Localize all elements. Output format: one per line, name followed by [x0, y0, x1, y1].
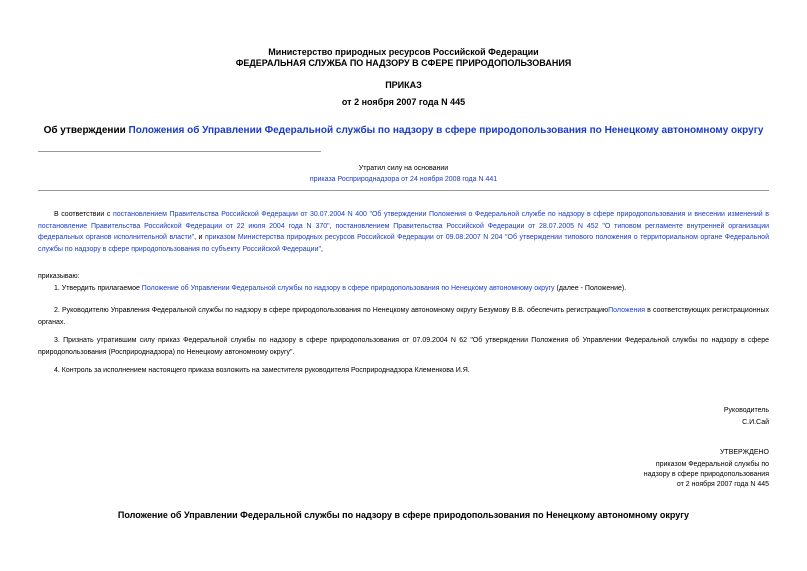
- document-type: ПРИКАЗ: [385, 80, 422, 90]
- status-note: Утратил силу на основании: [358, 165, 449, 172]
- order-word: приказываю:: [38, 273, 80, 280]
- preamble-text-1: В соответствии с: [54, 211, 113, 218]
- preamble-text-2: ,: [329, 222, 336, 230]
- item-1-pre: 1. Утвердить прилагаемое: [54, 285, 142, 292]
- item-2-post: в соответствующих регистрационных органах.: [38, 307, 770, 326]
- signature-name: С.И.Сай: [742, 419, 769, 426]
- approval-line-1: приказом Федеральной службы по: [655, 461, 769, 468]
- preamble-text-3: , и: [194, 234, 205, 242]
- approval-line-3: от 2 ноября 2007 года N 445: [676, 481, 769, 488]
- item-1-post: (далее - Положение).: [554, 285, 627, 292]
- status-link-wrap: [0, 174, 807, 185]
- document-title: [0, 125, 807, 136]
- decree-452-link[interactable]: постановлением Правительства Российской Федерации от 28.07.2005 N 452 "О типовом регламенте внутренней организации федеральных органов исполнительной власти": [38, 222, 770, 242]
- status-link[interactable]: приказа Росприроднадзора от 24 ноября 2008 года N 441: [309, 176, 498, 183]
- ministry-name: Министерство природных ресурсов Российской Федерации: [268, 47, 539, 57]
- preamble-paragraph: [38, 209, 769, 255]
- item-1: [38, 283, 769, 295]
- item-2: [38, 305, 769, 328]
- regulation-link[interactable]: Положение об Управлении Федеральной службы по надзору в сфере природопользования по Ненецкому автономному округу: [141, 285, 555, 292]
- item-4: 4. Контроль за исполнением настоящего приказа возложить на заместителя руководителя Росприроднадзора Клеменкова И.Я.: [54, 367, 470, 374]
- regulation-title: Положение об Управлении Федеральной службы по надзору в сфере природопользования по Ненецкому автономному округу: [117, 510, 690, 520]
- separator-long: [38, 190, 769, 191]
- decree-400-link[interactable]: постановлением Правительства Российской Федерации от 30.07.2004 N 400 "Об утверждении Положения о Федеральной службе по надзору в сфере природопользования и внесении изменений в постановление Правительства Российской Федерации от 22 июля 2004 года N 370": [38, 211, 769, 230]
- title-prefix: Об утверждении: [43, 125, 129, 136]
- signature-position: Руководитель: [723, 407, 769, 414]
- item-3: 3. Признать утратившим силу приказ Федеральной службы по надзору в сфере природопользования от 07.09.2004 N 62 "Об утверждении Положения об Управлении Федеральной службы по надзору в сфере природопользования (Росприроднадзора) по Ненецкому автономному округу".: [38, 337, 769, 356]
- order-204-link[interactable]: приказом Министерства природных ресурсов Российской Федерации от 09.08.2007 N 204 "Об утверждении типового положения о территориальном органе Федеральной службы по надзору в сфере природопользования по субъекту Российской Федерации": [38, 234, 769, 253]
- document-date-number: от 2 ноября 2007 года N 445: [341, 97, 466, 107]
- title-link[interactable]: Положения об Управлении Федеральной службы по надзору в сфере природопользования по Ненецкому автономному округу: [128, 125, 764, 136]
- item-2-pre: 2. Руководителю Управления Федеральной службы по надзору в сфере природопользования по Ненецкому автономному округу Безумову В.В. обеспечить регистрацию: [54, 307, 609, 314]
- approval-line-2: надзору в сфере природопользования: [643, 471, 769, 478]
- service-name: ФЕДЕРАЛЬНАЯ СЛУЖБА ПО НАДЗОРУ В СФЕРЕ ПРИРОДОПОЛЬЗОВАНИЯ: [235, 58, 572, 68]
- regulation-registration-link[interactable]: Положения: [608, 307, 646, 314]
- preamble-text-4: ,: [320, 245, 323, 253]
- approval-word: УТВЕРЖДЕНО: [719, 449, 769, 456]
- separator-short: [38, 151, 321, 152]
